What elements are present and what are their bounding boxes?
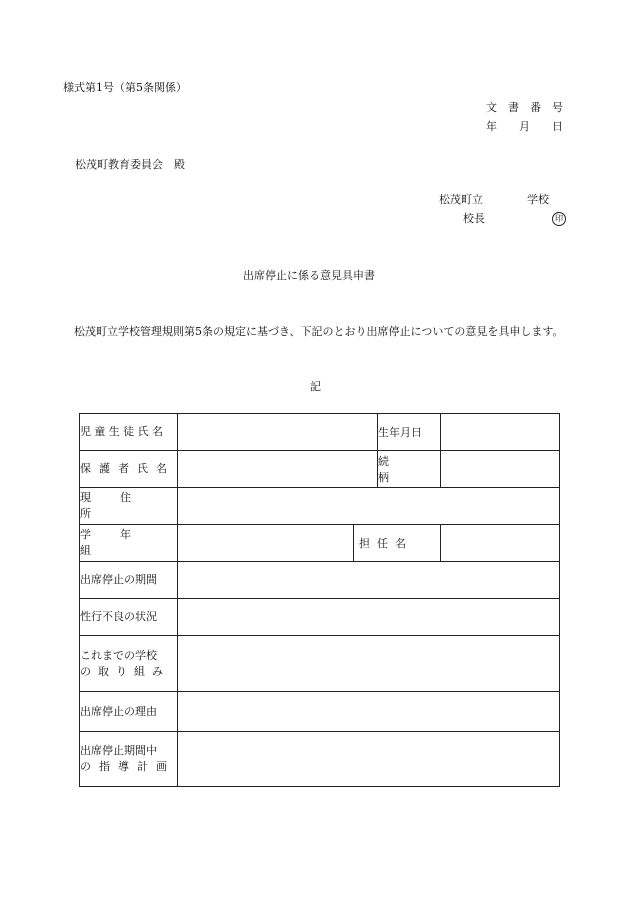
seal-mark bbox=[552, 211, 566, 226]
ki-mark: 記 bbox=[310, 380, 321, 393]
birthdate-label: 生年月日 bbox=[378, 414, 441, 451]
date-label: 年 月 日 bbox=[486, 120, 563, 133]
label-cell bbox=[80, 414, 178, 451]
label-cell bbox=[80, 488, 178, 525]
grade-class-field[interactable] bbox=[178, 525, 354, 562]
addressee: 松茂町教育委員会 殿 bbox=[75, 158, 185, 171]
table-row bbox=[80, 732, 560, 787]
relationship-label-text: 続柄 bbox=[378, 455, 419, 484]
relationship-label bbox=[378, 451, 441, 488]
suspension-period-label: 出席停止の期間 bbox=[80, 562, 178, 599]
application-form-table bbox=[79, 413, 560, 787]
table-row bbox=[80, 562, 560, 599]
homeroom-teacher-label bbox=[354, 525, 441, 562]
sender-school: 松茂町立 学校 bbox=[439, 193, 549, 206]
guardian-name-field[interactable] bbox=[178, 451, 378, 488]
suspension-reason-label: 出席停止の理由 bbox=[80, 692, 178, 732]
school-efforts-label-line1: これまでの学校 bbox=[80, 648, 157, 662]
table-row bbox=[80, 488, 560, 525]
birthdate-field[interactable] bbox=[441, 414, 560, 451]
body-text: 松茂町立学校管理規則第5条の規定に基づき、下記のとおり出席停止についての意見を具申します。 bbox=[74, 325, 564, 338]
guardian-name-label: 保護者氏名 bbox=[80, 462, 175, 475]
address-label: 現住所 bbox=[80, 491, 160, 520]
school-efforts-label-line2: の取り組み bbox=[80, 664, 170, 678]
homeroom-teacher-label-text: 担任名 bbox=[359, 537, 413, 550]
misconduct-status-field[interactable] bbox=[178, 599, 560, 636]
table-row bbox=[80, 692, 560, 732]
table-row bbox=[80, 414, 560, 451]
label-cell bbox=[80, 451, 178, 488]
guidance-plan-label-line1: 出席停止期間中 bbox=[80, 744, 157, 757]
sender-principal: 校長 bbox=[463, 212, 485, 225]
student-name-field[interactable] bbox=[178, 414, 378, 451]
homeroom-teacher-field[interactable] bbox=[441, 525, 560, 562]
student-name-label: 児 童 生 徒 氏 名 bbox=[80, 425, 163, 438]
address-field[interactable] bbox=[178, 488, 560, 525]
label-cell bbox=[80, 636, 178, 692]
table-row bbox=[80, 636, 560, 692]
document-title: 出席停止に係る意見具申書 bbox=[243, 269, 375, 282]
table-row bbox=[80, 451, 560, 488]
document-number-label: 文 書 番 号 bbox=[486, 101, 563, 114]
form-code: 様式第1号（第5条関係） bbox=[63, 81, 187, 94]
seal-icon: 印 bbox=[552, 212, 566, 226]
table-row bbox=[80, 599, 560, 636]
relationship-field[interactable] bbox=[441, 451, 560, 488]
grade-class-label: 学年組 bbox=[80, 528, 160, 557]
suspension-reason-field[interactable] bbox=[178, 692, 560, 732]
guidance-plan-field[interactable] bbox=[178, 732, 560, 787]
table-row bbox=[80, 525, 560, 562]
label-cell bbox=[80, 525, 178, 562]
suspension-period-field[interactable] bbox=[178, 562, 560, 599]
school-efforts-field[interactable] bbox=[178, 636, 560, 692]
misconduct-status-label: 性行不良の状況 bbox=[80, 599, 178, 636]
guidance-plan-label-line2: の指導計画 bbox=[80, 760, 175, 773]
label-cell bbox=[80, 732, 178, 787]
